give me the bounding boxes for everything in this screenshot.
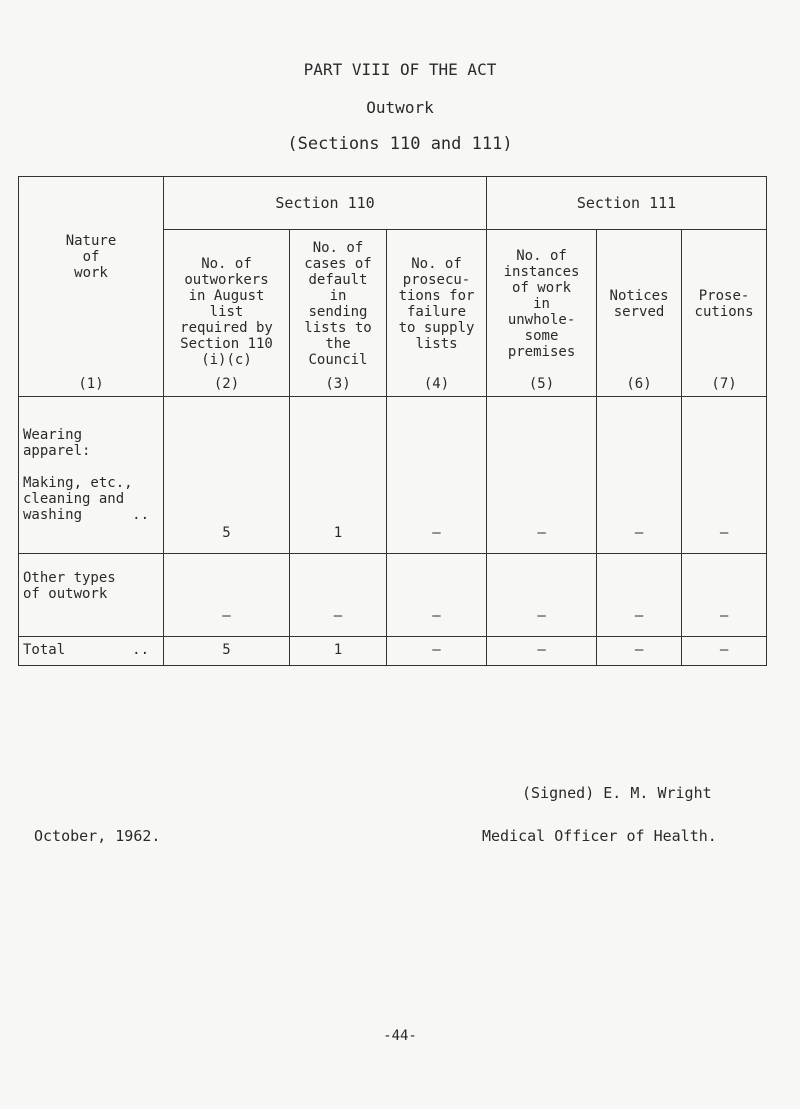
table-cell <box>387 637 487 666</box>
column-header-4 <box>387 230 487 397</box>
column-number: (1) <box>78 376 104 392</box>
table-cell <box>487 554 597 637</box>
column-header-line: the <box>325 336 351 352</box>
column-header-line: of work <box>512 280 572 296</box>
cell-value: – <box>333 608 343 624</box>
nature-label-line: of <box>82 249 100 265</box>
column-header-line: failure <box>407 304 467 320</box>
table-cell <box>164 637 290 666</box>
signed-by: (Signed) E. M. Wright <box>522 784 712 802</box>
column-header-line: cases of <box>304 256 372 272</box>
cell-value: – <box>634 525 644 541</box>
table-row <box>19 397 767 554</box>
column-header-line: lists to <box>304 320 372 336</box>
column-header-line: required by <box>180 320 273 336</box>
column-header-line: sending <box>308 304 368 320</box>
row-label-line: of outwork <box>23 586 108 602</box>
table-cell <box>290 554 387 637</box>
column-header-line: prosecu- <box>402 272 471 288</box>
column-number: (7) <box>711 376 737 392</box>
row-label-line: Total <box>23 642 66 658</box>
cell-value: – <box>222 608 231 624</box>
cell-value: 1 <box>333 525 343 541</box>
table-cell <box>487 397 597 554</box>
cell-value: – <box>432 608 441 624</box>
column-header-line: No. of <box>201 256 252 272</box>
row-label-line: washing <box>23 507 83 523</box>
table-cell <box>387 554 487 637</box>
cell-value: – <box>719 525 729 541</box>
cell-value: – <box>537 642 546 658</box>
nature-label-line: Nature <box>65 233 117 249</box>
row-label-cell <box>19 397 164 554</box>
table-row <box>19 554 767 637</box>
column-header-5 <box>487 230 597 397</box>
signatory-title: Medical Officer of Health. <box>482 827 717 845</box>
column-header-line: (i)(c) <box>201 352 252 368</box>
cell-value: – <box>537 608 546 624</box>
column-number: (2) <box>213 376 240 392</box>
document-date: October, 1962. <box>34 827 161 845</box>
part-heading: PART VIII OF THE ACT <box>303 60 497 79</box>
table-cell <box>682 397 767 554</box>
cell-value: – <box>432 525 441 541</box>
cell-value: – <box>537 525 546 541</box>
column-header-line: No. of <box>516 248 567 264</box>
cell-value: 5 <box>222 642 231 658</box>
nature-label-line: work <box>74 265 108 281</box>
column-header-line: in <box>533 296 550 312</box>
table-row <box>19 637 767 666</box>
table-cell <box>597 397 682 554</box>
page-number: -44- <box>383 1028 417 1044</box>
column-header-line: unwhole- <box>507 312 576 328</box>
column-header-3 <box>290 230 387 397</box>
table-cell <box>290 397 387 554</box>
section-110-header: Section 110 <box>164 177 487 230</box>
column-header-line: Prose- <box>698 288 750 304</box>
table-cell <box>682 637 767 666</box>
column-header-line: list <box>209 304 244 320</box>
column-header-line: Council <box>308 352 368 368</box>
table-cell <box>387 397 487 554</box>
cell-value: – <box>432 642 441 658</box>
column-header-line: Section 110 <box>180 336 273 352</box>
column-header-line: to supply <box>398 320 475 336</box>
leader-dots: .. <box>132 642 149 658</box>
column-header-line: cutions <box>694 304 754 320</box>
column-header-line: in <box>329 288 347 304</box>
sections-heading: (Sections 110 and 111) <box>287 134 513 154</box>
column-header-line: default <box>308 272 368 288</box>
row-label-cell <box>19 637 164 666</box>
row-label-line: Other types <box>23 570 116 586</box>
column-header-7 <box>682 230 767 397</box>
row-label-cell <box>19 554 164 637</box>
column-header-line: Notices <box>609 288 669 304</box>
table-cell <box>487 637 597 666</box>
column-header-2 <box>164 230 290 397</box>
column-header-line: lists <box>415 336 458 352</box>
table-cell <box>164 397 290 554</box>
table-cell <box>597 637 682 666</box>
outwork-table <box>18 176 767 666</box>
column-number: (3) <box>325 376 351 392</box>
row-label-line: apparel: <box>23 443 91 459</box>
table-cell <box>597 554 682 637</box>
column-header-line: premises <box>507 344 576 360</box>
cell-value: – <box>719 642 729 658</box>
column-header-line: served <box>613 304 665 320</box>
table-cell <box>682 554 767 637</box>
row-label-line: Making, etc., <box>23 475 133 491</box>
column-number: (4) <box>423 376 450 392</box>
column-number: (5) <box>528 376 555 392</box>
column-header-line: outworkers <box>184 272 269 288</box>
cell-value: – <box>719 608 729 624</box>
cell-value: – <box>634 642 644 658</box>
cell-value: – <box>634 608 644 624</box>
column-header-6 <box>597 230 682 397</box>
table-cell <box>290 637 387 666</box>
column-header-line: No. of <box>312 240 364 256</box>
table-cell <box>164 554 290 637</box>
leader-dots: .. <box>132 507 149 523</box>
row-label-line: Wearing <box>23 427 83 443</box>
column-header-line: some <box>524 328 559 344</box>
row-label-line <box>23 459 159 475</box>
nature-of-work-header <box>19 177 164 397</box>
column-number: (6) <box>626 376 652 392</box>
cell-value: 1 <box>333 642 343 658</box>
section-111-header: Section 111 <box>487 177 767 230</box>
column-header-line: No. of <box>411 256 462 272</box>
subject-heading: Outwork <box>366 98 434 117</box>
column-header-line: instances <box>503 264 580 280</box>
cell-value: 5 <box>222 525 231 541</box>
row-label-line: cleaning and <box>23 491 125 507</box>
column-header-line: in August <box>188 288 265 304</box>
column-header-line: tions for <box>398 288 475 304</box>
